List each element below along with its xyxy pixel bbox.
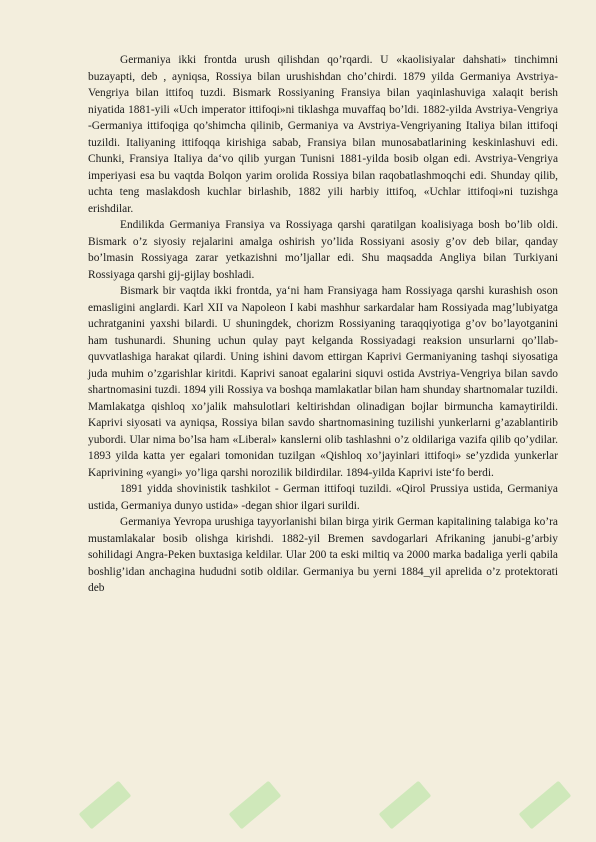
watermark-mark <box>229 781 282 830</box>
watermark-mark <box>379 781 432 830</box>
paragraph: Germaniya ikki frontda urush qilishdan qo’rqardi. U «kaolisiyalar dahshati» tinchimni buzayapti, deb , ayniqsa, Rossiya bilan urushishdan cho’chirdi. 1879 yilda Germaniya Avstriya-Vengriya bilan ittifoq tuzdi. Bismark Rossiyaning Fransiya bilan yaqinlashuviga xalaqit berish niyatida 1881-yili «Uch imperator ittifoqi»ni tiklashga muvaffaq bo’ldi. 1882-yilda Avstriya-Vengriya -Germaniya ittifoqiga qo’shimcha qilinib, Germaniya va Avstriya-Vengriyaning Italiya bilan ittifoqi tuzildi. Italiyaning ittifoqqa kirishiga sabab, Fransiya bilan munosabatlarining keskinlashuvi edi. Chunki, Fransiya Italiya da‘vo qilib yurgan Tunisni 1881-yilda bosib olgan edi. Avstriya-Vengriya imperiyasi esa bu vaqtda Bolqon yarim orolida Rossiya bilan raqobatlashmoqchi edi. Shunday qilib, uchta teng maslakdosh kuchlar birlashib, 1882 yili harbiy ittifoq, «Uchlar ittifoqi»ni tuzishga erishdilar. <box>88 54 558 215</box>
paragraph: 1891 yidda shovinistik tashkilot - German ittifoqi tuzildi. «Qirol Prussiya ustida, Germaniya ustida, Germaniya dunyo ustida» -degan shior ilgari surildi. <box>88 483 558 512</box>
paragraph: Germaniya Yevropa urushiga tayyorlanishi bilan birga yirik German kapitalining talabiga ko’ra mustamlakalar bosib olishga kirishdi. 1882-yil Bremen savdogarlari Afrikaning janubi-g’arbiy sohilidagi Angra-Peken buxtasiga keldilar. Ular 200 ta eski miltiq va 2000 marka badaliga yerli qabila boshlig’idan anchagina hududni sotib oldilar. Germaniya bu yerni 1884_yil aprelida o’z protektorati deb <box>88 516 558 594</box>
watermark-mark <box>519 781 572 830</box>
watermark-mark <box>79 781 132 830</box>
paragraph: Bismark bir vaqtda ikki frontda, ya‘ni ham Fransiyaga ham Rossiyaga qarshi kurashish oson emasligini anglardi. Karl XII va Napoleon I kabi mashhur sarkardalar ham Rossiyada mag’lubiyatga uchratganini yaxshi bilardi. U shuningdek, chorizm Rossiyaning taraqqiyotiga g’ov bo’layotganini ham tushunardi. Shuning uchun qulay payt kelganda Rossiyadagi reaksion unsurlarni qo’llab-quvvatlashiga harakat qilardi. Uning ishini davom ettirgan Kaprivi Germaniyaning tashqi siyosatiga juda muhim o’zgarishlar kiritdi. Kaprivi sanoat egalarini siquvi ostida Avstriya-Vengriya bilan savdo shartnomasini tuzdi. 1894 yili Rossiya va boshqa mamlakatlar bilan ham shunday shartnomalar tuzildi. Mamlakatga qishloq xo’jalik mahsulotlari keltirishdan olinadigan bojlar birmuncha kamaytirildi. Kaprivi siyosati va ayniqsa, Rossiya bilan savdo shartnomasining tuzilishi yunkerlarni g’azablantirib yubordi. Ular nima bo’lsa ham «Liberal» kanslerni olib tashlashni o’z oldilariga vazifa qilib qo’ydilar. 1893 yilda katta yer egalari tomonidan tuzilgan «Qishloq xo’jayinlari ittifoqi» se’yzdida yunkerlar Kaprivining «yangi» yo’liga qarshi norozilik bildirdilar. 1894-yilda Kaprivi iste‘fo berdi. <box>88 285 558 479</box>
paragraph: Endilikda Germaniya Fransiya va Rossiyaga qarshi qaratilgan koalisiyaga bosh bo’lib oldi. Bismark o’z siyosiy rejalarini amalga oshirish yo’lida Rossiyani asosiy g’ov deb bilar, qanday bo’lmasin Rossiyaga zarar yetkazishni mo’ljallar edi. Shu maqsadda Angliya bilan Turkiyani Rossiyaga qarshi gij-gijlay boshladi. <box>88 219 558 281</box>
document-body <box>88 52 558 597</box>
